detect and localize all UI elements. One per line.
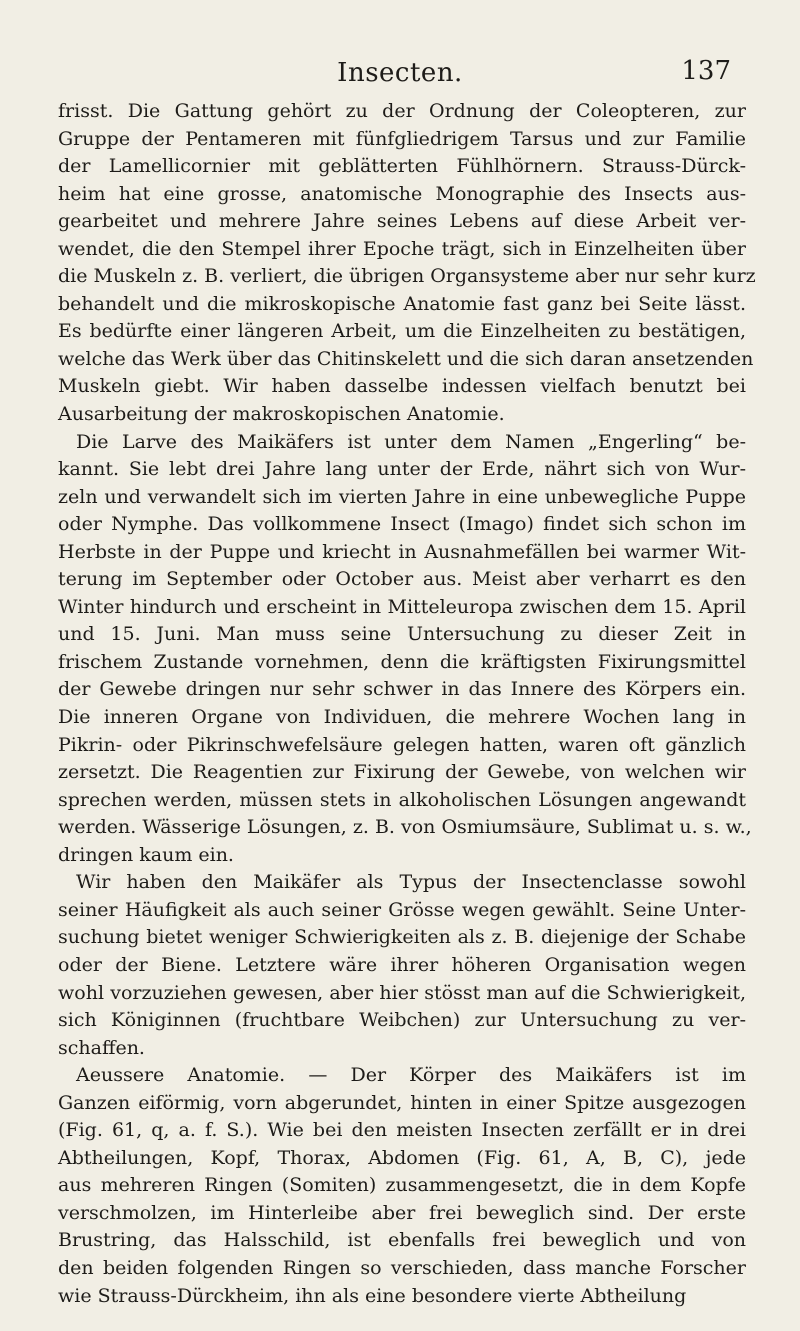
text-line: zersetzt. Die Reagentien zur Fixirung der Gewebe, von welchen wir bbox=[58, 761, 746, 784]
text-line: heim hat eine grosse, anatomische Monographie des Insects aus- bbox=[58, 182, 746, 205]
text-line: Aeussere Anatomie. — Der Körper des Maikäfers ist im bbox=[76, 1064, 746, 1087]
text-line: sprechen werden, müssen stets in alkoholischen Lösungen angewandt bbox=[58, 788, 746, 811]
text-line: und 15. Juni. Man muss seine Untersuchung zu dieser Zeit in bbox=[58, 623, 746, 646]
text-line: behandelt und die mikroskopische Anatomie fast ganz bei Seite lässt. bbox=[58, 292, 746, 315]
text-line: gearbeitet und mehrere Jahre seines Lebens auf diese Arbeit ver- bbox=[58, 210, 746, 233]
text-line: oder der Biene. Letztere wäre ihrer höheren Organisation wegen bbox=[58, 953, 746, 976]
running-header: Insecten. bbox=[337, 58, 463, 88]
body-text bbox=[58, 98, 756, 1310]
text-line: frisst. Die Gattung gehört zu der Ordnung der Coleopteren, zur bbox=[58, 100, 746, 122]
text-line: wohl vorzuziehen gewesen, aber hier stösst man auf die Schwierigkeit, bbox=[58, 981, 746, 1004]
text-line: seiner Häufigkeit als auch seiner Grösse wegen gewählt. Seine Unter- bbox=[58, 898, 746, 921]
text-line: Ganzen eiförmig, vorn abgerundet, hinten in einer Spitze ausgezogen bbox=[58, 1091, 746, 1114]
text-line: Ausarbeitung der makroskopischen Anatomie. bbox=[58, 403, 505, 426]
text-line: sich Königinnen (fruchtbare Weibchen) zur Untersuchung zu ver- bbox=[58, 1009, 746, 1032]
text-line: aus mehreren Ringen (Somiten) zusammengesetzt, die in dem Kopfe bbox=[58, 1174, 746, 1197]
text-line: Es bedürfte einer längeren Arbeit, um die Einzelheiten zu bestätigen, bbox=[58, 320, 746, 343]
text-line: frischem Zustande vornehmen, denn die kräftigsten Fixirungsmittel bbox=[58, 650, 746, 673]
text-line: Herbste in der Puppe und kriecht in Ausnahmefällen bei warmer Wit- bbox=[58, 540, 746, 563]
text-line: terung im September oder October aus. Meist aber verharrt es den bbox=[58, 568, 746, 591]
text-line: der Gewebe dringen nur sehr schwer in das Innere des Körpers ein. bbox=[58, 678, 746, 701]
text-line: Wir haben den Maikäfer als Typus der Insectenclasse sowohl bbox=[76, 871, 746, 894]
text-line: zeln und verwandelt sich im vierten Jahre in eine unbewegliche Puppe bbox=[58, 485, 746, 508]
text-line: Die inneren Organe von Individuen, die mehrere Wochen lang in bbox=[58, 706, 746, 729]
page-number: 137 bbox=[681, 56, 731, 86]
text-line: Gruppe der Pentameren mit fünfgliedrigem Tarsus und zur Familie bbox=[58, 127, 746, 150]
text-line: Die Larve des Maikäfers ist unter dem Namen „Engerling“ be- bbox=[76, 430, 746, 453]
text-line: Winter hindurch und erscheint in Mitteleuropa zwischen dem 15. April bbox=[58, 595, 746, 618]
text-line: Brustring, das Halsschild, ist ebenfalls frei beweglich und von bbox=[58, 1229, 746, 1252]
text-line: (Fig. 61, q, a. f. S.). Wie bei den meisten Insecten zerfällt er in drei bbox=[58, 1119, 746, 1142]
text-line: welche das Werk über das Chitinskelett und die sich daran ansetzenden bbox=[58, 347, 754, 370]
text-line: Muskeln giebt. Wir haben dasselbe indessen vielfach benutzt bei bbox=[58, 375, 746, 398]
text-line: oder Nymphe. Das vollkommene Insect (Imago) findet sich schon im bbox=[58, 513, 746, 536]
text-line: werden. Wässerige Lösungen, z. B. von Osmiumsäure, Sublimat u. s. w., bbox=[58, 816, 752, 839]
text-line: wendet, die den Stempel ihrer Epoche trägt, sich in Einzelheiten über bbox=[58, 237, 746, 260]
text-line: Abtheilungen, Kopf, Thorax, Abdomen (Fig. 61, A, B, C), jede bbox=[58, 1146, 746, 1169]
text-line: die Muskeln z. B. verliert, die übrigen Organsysteme aber nur sehr kurz bbox=[58, 265, 756, 288]
text-line: schaffen. bbox=[58, 1036, 145, 1059]
text-line: wie Strauss-Dürckheim, ihn als eine besondere vierte Abtheilung bbox=[58, 1284, 687, 1307]
text-line: der Lamellicornier mit geblätterten Fühlhörnern. Strauss-Dürck- bbox=[58, 155, 746, 178]
text-line: Pikrin- oder Pikrinschwefelsäure gelegen hatten, waren oft gänzlich bbox=[58, 733, 746, 756]
text-line: kannt. Sie lebt drei Jahre lang unter der Erde, nährt sich von Wur- bbox=[58, 458, 746, 481]
text-line: den beiden folgenden Ringen so verschieden, dass manche Forscher bbox=[58, 1256, 746, 1279]
text-line: suchung bietet weniger Schwierigkeiten als z. B. diejenige der Schabe bbox=[58, 926, 746, 949]
text-line: verschmolzen, im Hinterleibe aber frei beweglich sind. Der erste bbox=[58, 1201, 746, 1224]
text-line: dringen kaum ein. bbox=[58, 843, 234, 866]
